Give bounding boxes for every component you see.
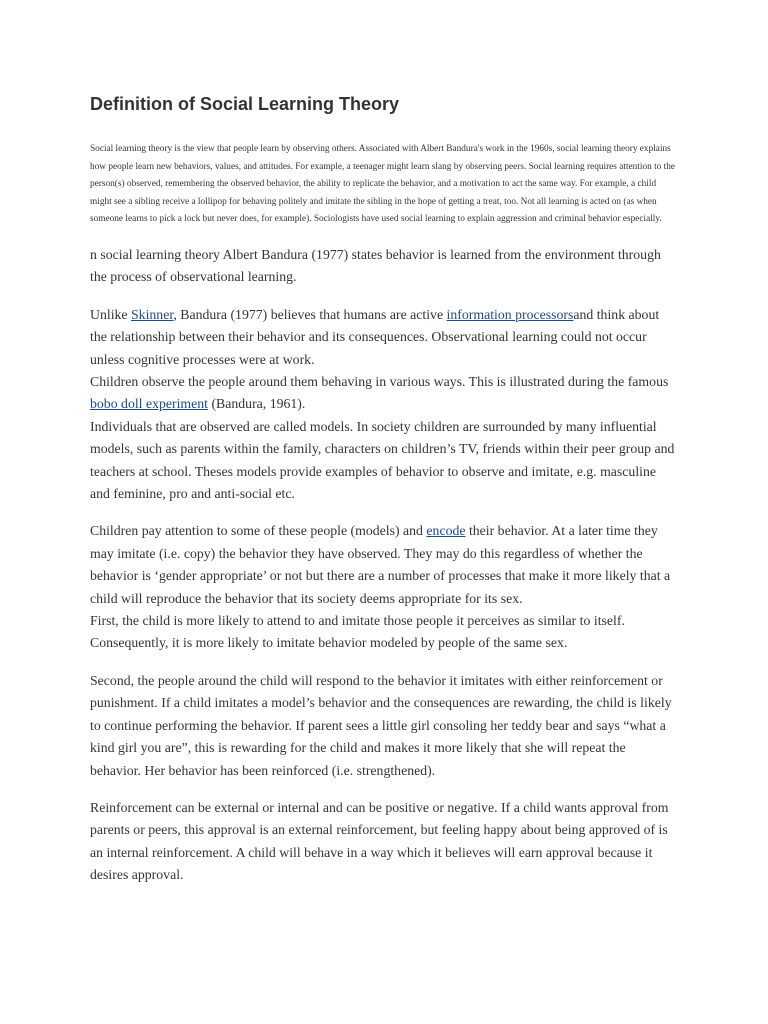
- bobo-doll-experiment-link[interactable]: bobo doll experiment: [90, 396, 209, 412]
- paragraph-reinforcement-punishment: Second, the people around the child will respond to the behavior it imitates with either reinforcement or punishment. If a child imitates a model’s behavior and the consequences are rewarding, the child is likely to continue performing the behavior. If parent sees a little girl consoling her teddy bear and says “what a kind girl you are”, this is rewarding for the child and makes it more likely that she will repeat the behavior. Her behavior has been reinforced (i.e. strengthened).: [90, 672, 672, 778]
- text-span: Children pay attention to some of these people (models) and: [90, 523, 427, 539]
- paragraph-bobo-doll: [90, 371, 678, 416]
- text-span: , Bandura (1977) believes that humans are active: [173, 306, 447, 322]
- text-span: and think about the relationship between their behavior and its consequences. Observational learning could not occur unless cognitive processes were at work.: [90, 306, 660, 367]
- intro-paragraph: Social learning theory is the view that people learn by observing others. Associated with Albert Bandura's work in the 1960s, social learning theory explains how people learn new behaviors, values, and attitudes. For example, a teenager might learn slang by observing peers. Social learning requires attention to the person(s) observed, remembering the observed behavior, the ability to replicate the behavior, and a motivation to act the same way. For example, a child might see a sibling receive a lollipop for behaving politely and imitate the sibling in the hope of getting a treat, too. Not all learning is acted on (as when someone learns to pick a lock but never does, for example). Sociologists have used social learning to explain aggression and criminal behavior especially.: [90, 144, 676, 225]
- text-span: Children observe the people around them behaving in various ways. This is illustrated during the famous: [90, 374, 669, 389]
- text-span: Unlike: [90, 306, 131, 322]
- encode-link[interactable]: encode: [426, 523, 466, 539]
- paragraph-encode: [90, 520, 678, 610]
- paragraph-observational-learning: n social learning theory Albert Bandura (1977) states behavior is learned from the environment through the process of observational learning.: [90, 246, 661, 285]
- text-span: (Bandura, 1961).: [208, 396, 306, 412]
- information-processors-link[interactable]: information processors: [446, 306, 574, 322]
- paragraph-models: Individuals that are observed are called models. In society children are surrounded by many influential models, such as parents within the family, characters on children’s TV, friends within their peer group and teachers at school. Theses models provide examples of behavior to observe and imitate, e.g. masculine and feminine, pro and anti-social etc.: [90, 418, 675, 502]
- page-title: Definition of Social Learning Theory: [90, 94, 400, 114]
- paragraph-external-internal-reinforcement: Reinforcement can be external or internal and can be positive or negative. If a child wants approval from parents or peers, this approval is an external reinforcement, but feeling happy about being approved of is an internal reinforcement. A child will behave in a way which it believes will earn approval because it desires approval.: [90, 799, 669, 883]
- document-page: [90, 92, 678, 887]
- paragraph-similarity: First, the child is more likely to attend to and imitate those people it perceives as similar to itself. Consequently, it is more likely to imitate behavior modeled by people of the same sex.: [90, 613, 625, 651]
- text-span: their behavior. At a later time they may imitate (i.e. copy) the behavior they have observed. They may do this regardless of whether the behavior is ‘gender appropriate’ or not but there are a number of processes that make it more likely that a child will reproduce the behavior that its society deems appropriate for its sex.: [90, 523, 671, 606]
- paragraph-information-processors: [90, 304, 678, 371]
- skinner-link[interactable]: Skinner: [131, 306, 174, 322]
